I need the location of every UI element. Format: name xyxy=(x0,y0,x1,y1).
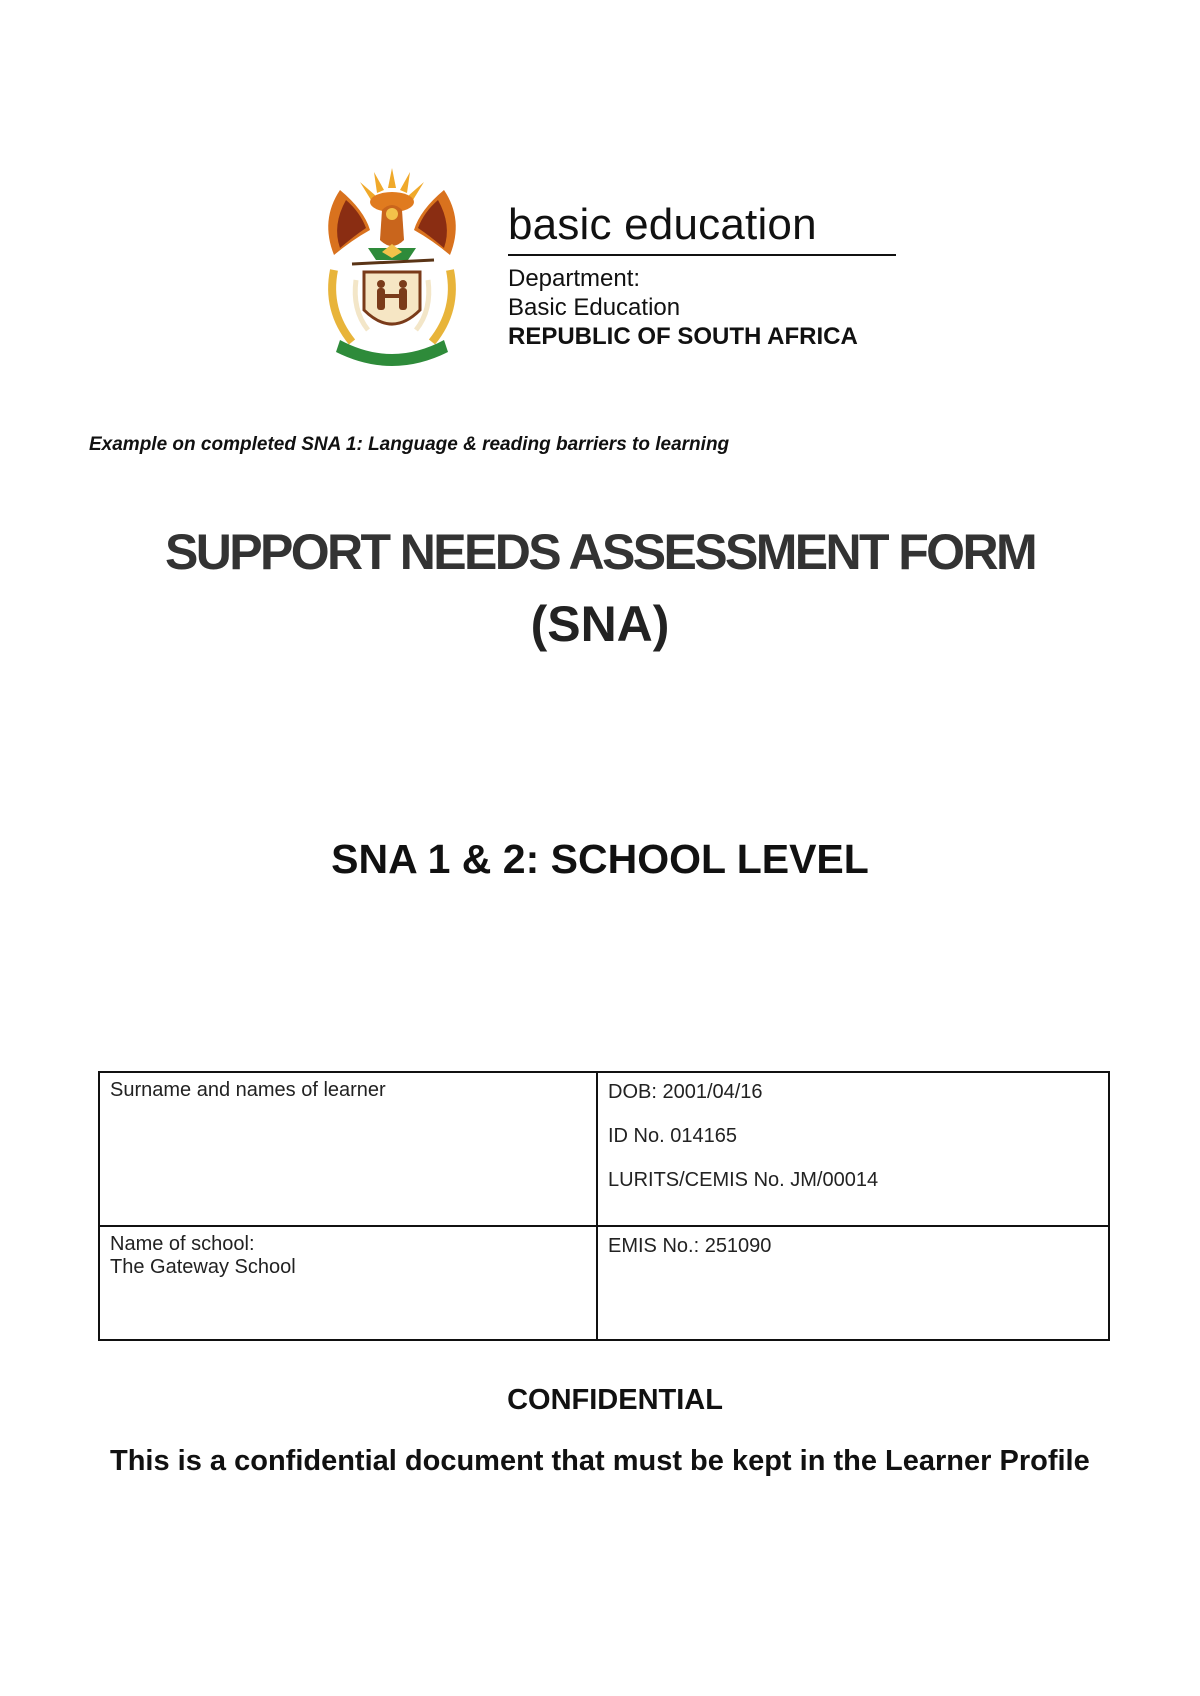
level-title: SNA 1 & 2: SCHOOL LEVEL xyxy=(331,836,869,882)
example-note: Example on completed SNA 1: Language & reading barriers to learning xyxy=(89,434,730,455)
department-label: Department: xyxy=(508,265,641,292)
form-title-line2: (SNA) xyxy=(530,596,670,652)
brand-name: basic education xyxy=(508,200,896,256)
confidential-heading: CONFIDENTIAL xyxy=(507,1384,723,1416)
table-row xyxy=(99,1072,1109,1226)
dob-value: DOB: 2001/04/16 xyxy=(608,1081,763,1103)
department-name: Basic Education xyxy=(508,294,681,321)
brand-text xyxy=(508,200,908,352)
confidential-text: This is a confidential document that must be kept in the Learner Profile xyxy=(110,1445,1090,1477)
emis-value: EMIS No.: 251090 xyxy=(608,1235,772,1257)
learner-ids-cell xyxy=(597,1072,1109,1226)
learner-name-label: Surname and names of learner xyxy=(110,1079,386,1101)
learner-info-table xyxy=(98,1071,1110,1341)
form-title-line1: SUPPORT NEEDS ASSESSMENT FORM xyxy=(164,524,1036,580)
table-row xyxy=(99,1226,1109,1340)
learner-name-cell xyxy=(99,1072,597,1226)
emis-cell xyxy=(597,1226,1109,1340)
school-cell xyxy=(99,1226,597,1340)
coat-of-arms-icon xyxy=(312,160,472,370)
form-title xyxy=(0,516,1200,660)
school-label: Name of school: xyxy=(110,1233,255,1255)
id-number-value: ID No. 014165 xyxy=(608,1125,737,1147)
school-name: The Gateway School xyxy=(110,1256,296,1278)
lurits-value: LURITS/CEMIS No. JM/00014 xyxy=(608,1169,879,1191)
header-logo xyxy=(312,160,912,370)
country-name: REPUBLIC OF SOUTH AFRICA xyxy=(508,323,858,350)
